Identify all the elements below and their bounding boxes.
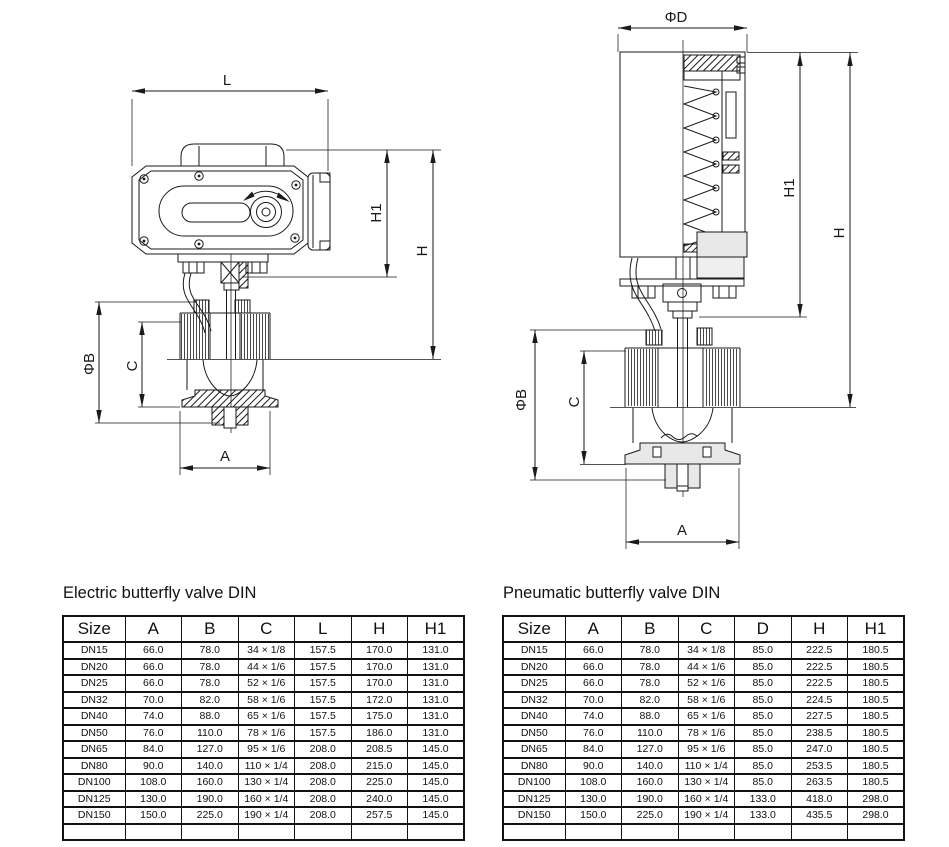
column-header: H: [351, 616, 408, 642]
pneumatic-actuator: [620, 40, 747, 497]
electric-table-title: Electric butterfly valve DIN: [63, 584, 257, 602]
table-cell: 110 × 1/4: [678, 758, 735, 775]
dim-label-C: C: [124, 360, 141, 372]
table-cell: 225.0: [351, 774, 408, 791]
table-cell: 157.5: [295, 642, 352, 659]
column-header: B: [622, 616, 679, 642]
table-cell: 298.0: [848, 807, 905, 824]
table-row: [503, 725, 904, 742]
table-row: [63, 692, 464, 709]
table-cell: 74.0: [125, 708, 182, 725]
table-cell: 78.0: [182, 659, 239, 676]
table-cell: 133.0: [735, 807, 792, 824]
table-header-row: [503, 616, 904, 642]
dim-label-phi-b: ΦB: [81, 353, 98, 375]
table-cell: 131.0: [408, 708, 465, 725]
table-cell: 84.0: [565, 741, 622, 758]
table-cell: 160 × 1/4: [678, 791, 735, 808]
dim-H: [414, 150, 436, 359]
table-cell: 76.0: [125, 725, 182, 742]
table-cell: 225.0: [622, 807, 679, 824]
table-cell: 160.0: [182, 774, 239, 791]
actuator-end-plate: [308, 173, 330, 250]
table-cell: 224.5: [791, 692, 848, 709]
table-row: [63, 725, 464, 742]
table-cell: DN20: [503, 659, 565, 676]
table-cell: DN25: [503, 675, 565, 692]
table-cell: 172.0: [351, 692, 408, 709]
table-cell: 180.5: [848, 642, 905, 659]
electric-dimensions-table: [62, 615, 465, 841]
table-cell: 70.0: [565, 692, 622, 709]
column-header: C: [238, 616, 295, 642]
table-cell: 263.5: [791, 774, 848, 791]
table-header-row: [63, 616, 464, 642]
table-row: [503, 708, 904, 725]
return-spring: [684, 86, 716, 246]
table-cell: 82.0: [622, 692, 679, 709]
table-cell: DN150: [503, 807, 565, 824]
table-cell: 208.0: [295, 807, 352, 824]
table-cell: 70.0: [125, 692, 182, 709]
column-header: H1: [848, 616, 905, 642]
position-indicator-knob: [243, 191, 290, 227]
pneumatic-table-section: [502, 583, 905, 841]
column-header: L: [295, 616, 352, 642]
table-cell: 131.0: [408, 692, 465, 709]
table-cell: DN40: [63, 708, 125, 725]
electric-valve-body: [167, 254, 441, 433]
table-cell: 85.0: [735, 741, 792, 758]
table-cell: 150.0: [565, 807, 622, 824]
table-cell: 85.0: [735, 774, 792, 791]
table-cell: DN65: [503, 741, 565, 758]
table-cell: 208.0: [295, 758, 352, 775]
table-cell: 145.0: [408, 791, 465, 808]
dim-C: [124, 322, 181, 407]
pneumatic-dimensions-table: [502, 615, 905, 841]
table-cell: 88.0: [182, 708, 239, 725]
table-cell: 127.0: [182, 741, 239, 758]
table-cell: 110.0: [182, 725, 239, 742]
table-cell: DN125: [63, 791, 125, 808]
table-row: [503, 824, 904, 841]
table-cell: 190 × 1/4: [238, 807, 295, 824]
table-cell: 208.5: [351, 741, 408, 758]
table-cell: 208.0: [295, 741, 352, 758]
table-cell: 157.5: [295, 708, 352, 725]
table-cell: [503, 824, 565, 841]
table-cell: 208.0: [295, 774, 352, 791]
table-cell: 130 × 1/4: [238, 774, 295, 791]
table-cell: 180.5: [848, 675, 905, 692]
table-cell: [63, 824, 125, 841]
table-cell: 34 × 1/8: [238, 642, 295, 659]
table-row: [63, 807, 464, 824]
table-cell: 34 × 1/8: [678, 642, 735, 659]
table-cell: 180.5: [848, 774, 905, 791]
column-header: Size: [503, 616, 565, 642]
table-cell: DN50: [63, 725, 125, 742]
pneumatic-valve-drawing: [513, 9, 858, 549]
table-cell: DN40: [503, 708, 565, 725]
table-cell: 108.0: [565, 774, 622, 791]
table-cell: 88.0: [622, 708, 679, 725]
table-row: [63, 741, 464, 758]
table-cell: 90.0: [565, 758, 622, 775]
table-cell: 190 × 1/4: [678, 807, 735, 824]
table-cell: [735, 824, 792, 841]
dim-label-C: C: [566, 396, 583, 408]
table-cell: 145.0: [408, 758, 465, 775]
table-cell: 145.0: [408, 741, 465, 758]
pneumatic-table-title: Pneumatic butterfly valve DIN: [503, 584, 721, 602]
column-header: A: [125, 616, 182, 642]
table-cell: 180.5: [848, 741, 905, 758]
table-cell: 65 × 1/6: [678, 708, 735, 725]
table-cell: 78.0: [622, 675, 679, 692]
table-cell: 65 × 1/6: [238, 708, 295, 725]
dim-label-phi-d: ΦD: [664, 9, 688, 26]
table-cell: 66.0: [565, 659, 622, 676]
dim-label-A: A: [219, 448, 231, 465]
table-cell: DN50: [503, 725, 565, 742]
table-row: [503, 642, 904, 659]
table-cell: 131.0: [408, 659, 465, 676]
table-cell: 190.0: [622, 791, 679, 808]
column-header: A: [565, 616, 622, 642]
table-cell: 108.0: [125, 774, 182, 791]
table-row: [63, 758, 464, 775]
table-cell: 131.0: [408, 725, 465, 742]
electric-valve-drawing: [81, 72, 441, 475]
table-cell: DN80: [63, 758, 125, 775]
table-cell: 222.5: [791, 675, 848, 692]
table-cell: DN100: [503, 774, 565, 791]
table-cell: 215.0: [351, 758, 408, 775]
table-cell: 225.0: [182, 807, 239, 824]
table-cell: 78 × 1/6: [238, 725, 295, 742]
table-cell: 44 × 1/6: [678, 659, 735, 676]
table-row: [503, 774, 904, 791]
butterfly-disc: [652, 408, 713, 442]
table-cell: [622, 824, 679, 841]
table-cell: 170.0: [351, 675, 408, 692]
table-cell: 150.0: [125, 807, 182, 824]
table-cell: 95 × 1/6: [238, 741, 295, 758]
table-cell: 157.5: [295, 675, 352, 692]
table-cell: [565, 824, 622, 841]
table-row: [63, 659, 464, 676]
table-cell: 82.0: [182, 692, 239, 709]
column-header: B: [182, 616, 239, 642]
table-cell: 78.0: [622, 642, 679, 659]
table-row: [63, 675, 464, 692]
table-cell: 85.0: [735, 642, 792, 659]
table-cell: 145.0: [408, 774, 465, 791]
table-cell: 180.5: [848, 725, 905, 742]
table-cell: 170.0: [351, 642, 408, 659]
table-cell: 180.5: [848, 692, 905, 709]
table-cell: 186.0: [351, 725, 408, 742]
column-header: C: [678, 616, 735, 642]
table-cell: 95 × 1/6: [678, 741, 735, 758]
table-cell: DN32: [63, 692, 125, 709]
table-row: [63, 774, 464, 791]
table-cell: 157.5: [295, 659, 352, 676]
table-cell: 140.0: [622, 758, 679, 775]
table-row: [503, 741, 904, 758]
table-cell: 85.0: [735, 659, 792, 676]
table-cell: 84.0: [125, 741, 182, 758]
table-cell: 180.5: [848, 708, 905, 725]
table-cell: 133.0: [735, 791, 792, 808]
table-row: [63, 642, 464, 659]
table-cell: 78 × 1/6: [678, 725, 735, 742]
table-cell: 78.0: [622, 659, 679, 676]
table-cell: 435.5: [791, 807, 848, 824]
table-cell: 66.0: [125, 659, 182, 676]
table-row: [63, 824, 464, 841]
dim-label-H1: H1: [368, 203, 385, 223]
dim-phi-d: [618, 9, 747, 52]
table-row: [503, 659, 904, 676]
electric-table-section: [62, 583, 465, 841]
table-cell: 76.0: [565, 725, 622, 742]
table-cell: 257.5: [351, 807, 408, 824]
table-cell: [125, 824, 182, 841]
table-cell: 247.0: [791, 741, 848, 758]
table-cell: 127.0: [622, 741, 679, 758]
table-cell: DN15: [63, 642, 125, 659]
column-header: H1: [408, 616, 465, 642]
table-cell: 190.0: [182, 791, 239, 808]
table-cell: DN65: [63, 741, 125, 758]
table-cell: DN25: [63, 675, 125, 692]
table-cell: 160.0: [622, 774, 679, 791]
table-cell: 78.0: [182, 642, 239, 659]
table-cell: 298.0: [848, 791, 905, 808]
table-cell: [182, 824, 239, 841]
table-cell: DN100: [63, 774, 125, 791]
dim-L: [132, 72, 328, 171]
dim-label-H: H: [414, 245, 431, 257]
dim-label-A: A: [676, 522, 688, 539]
table-cell: 131.0: [408, 642, 465, 659]
table-cell: 227.5: [791, 708, 848, 725]
table-cell: 85.0: [735, 675, 792, 692]
table-cell: 140.0: [182, 758, 239, 775]
table-row: [503, 692, 904, 709]
table-cell: 90.0: [125, 758, 182, 775]
table-cell: 222.5: [791, 659, 848, 676]
column-header: Size: [63, 616, 125, 642]
table-cell: 418.0: [791, 791, 848, 808]
table-cell: 44 × 1/6: [238, 659, 295, 676]
table-cell: 52 × 1/6: [238, 675, 295, 692]
table-cell: [408, 824, 465, 841]
table-cell: 208.0: [295, 791, 352, 808]
table-cell: 180.5: [848, 659, 905, 676]
column-header: D: [735, 616, 792, 642]
table-cell: DN20: [63, 659, 125, 676]
table-cell: 175.0: [351, 708, 408, 725]
table-cell: 170.0: [351, 659, 408, 676]
table-cell: 238.5: [791, 725, 848, 742]
table-cell: 157.5: [295, 692, 352, 709]
table-cell: 130.0: [125, 791, 182, 808]
table-cell: [791, 824, 848, 841]
table-row: [503, 807, 904, 824]
table-row: [63, 708, 464, 725]
table-cell: 85.0: [735, 758, 792, 775]
dim-label-L: L: [222, 72, 232, 89]
table-cell: 110 × 1/4: [238, 758, 295, 775]
table-cell: [238, 824, 295, 841]
dim-H1: [242, 150, 441, 277]
table-cell: 131.0: [408, 675, 465, 692]
table-cell: [351, 824, 408, 841]
table-cell: 85.0: [735, 692, 792, 709]
table-row: [63, 791, 464, 808]
table-cell: 85.0: [735, 725, 792, 742]
table-cell: 66.0: [565, 642, 622, 659]
column-header: H: [791, 616, 848, 642]
table-cell: 240.0: [351, 791, 408, 808]
dim-label-H: H: [831, 227, 848, 239]
table-row: [503, 791, 904, 808]
table-cell: 253.5: [791, 758, 848, 775]
table-cell: 58 × 1/6: [238, 692, 295, 709]
table-cell: 85.0: [735, 708, 792, 725]
table-cell: 52 × 1/6: [678, 675, 735, 692]
table-cell: [848, 824, 905, 841]
dim-H: [831, 53, 853, 408]
table-cell: 157.5: [295, 725, 352, 742]
table-cell: DN80: [503, 758, 565, 775]
table-cell: 78.0: [182, 675, 239, 692]
table-cell: 222.5: [791, 642, 848, 659]
table-cell: 145.0: [408, 807, 465, 824]
table-cell: DN125: [503, 791, 565, 808]
table-cell: 180.5: [848, 758, 905, 775]
table-cell: 66.0: [565, 675, 622, 692]
table-cell: 130 × 1/4: [678, 774, 735, 791]
table-cell: DN150: [63, 807, 125, 824]
table-cell: 74.0: [565, 708, 622, 725]
table-cell: DN32: [503, 692, 565, 709]
dim-label-phi-b: ΦB: [513, 389, 530, 411]
table-cell: 160 × 1/4: [238, 791, 295, 808]
table-row: [503, 758, 904, 775]
table-cell: 66.0: [125, 642, 182, 659]
table-cell: 66.0: [125, 675, 182, 692]
table-cell: 130.0: [565, 791, 622, 808]
table-cell: DN15: [503, 642, 565, 659]
actuator-screws: [140, 172, 300, 248]
table-cell: 110.0: [622, 725, 679, 742]
dim-label-H1: H1: [781, 178, 798, 198]
pneumatic-valve-body: [610, 318, 856, 491]
table-cell: [295, 824, 352, 841]
table-cell: 58 × 1/6: [678, 692, 735, 709]
table-cell: [678, 824, 735, 841]
table-row: [503, 675, 904, 692]
